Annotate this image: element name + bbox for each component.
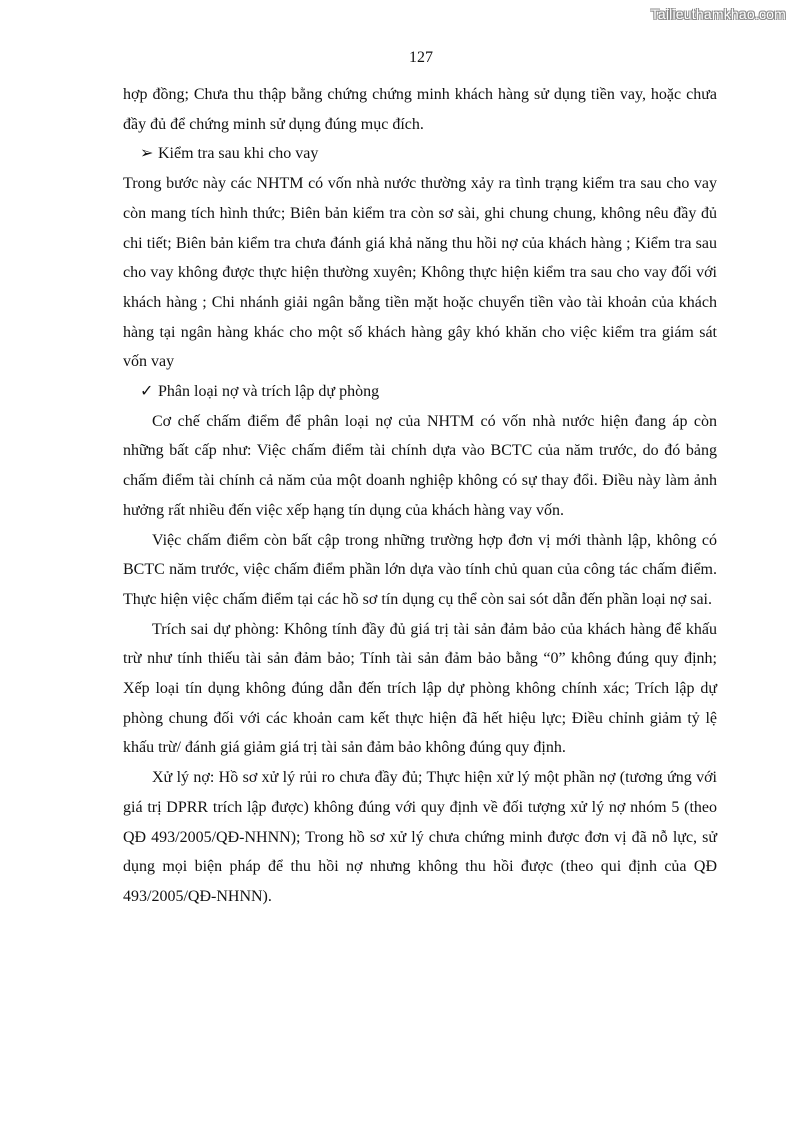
paragraph-provisioning-errors: Trích sai dự phòng: Không tính đầy đủ giá trị tài sản đảm bảo của khách hàng để khấu trừ như tính thiếu tài sản đảm bảo; Tính tài sản đảm bảo bằng “0” không đúng quy định; Xếp loại tín dụng không đúng dẫn đến trích lập dự phòng không chính xác; Trích lập dự phòng chung đối với các khoản cam kết thực hiện đã hết hiệu lực; Điều chỉnh giảm tỷ lệ khấu trừ/ đánh giá giảm giá trị tài sản đảm bảo không đúng quy định. <box>123 620 717 757</box>
bullet-check-after-loan <box>123 139 717 169</box>
page-number: 127 <box>409 49 433 66</box>
paragraph-debt-handling: Xử lý nợ: Hồ sơ xử lý rủi ro chưa đầy đủ; Thực hiện xử lý một phần nợ (tương ứng với giá trị DPRR trích lập được) không đúng với quy định về đối tượng xử lý nợ nhóm 5 (theo QĐ 493/2005/QĐ-NHNN); Trong hồ sơ xử lý chưa chứng minh được đơn vị đã nỗ lực, sử dụng mọi biện pháp để thu hồi nợ nhưng không thu hồi được (theo qui định của QĐ 493/2005/QĐ-NHNN). <box>123 769 717 905</box>
bullet-label: Phân loại nợ và trích lập dự phòng <box>158 383 380 401</box>
paragraph-post-loan-inspection: Trong bước này các NHTM có vốn nhà nước thường xảy ra tình trạng kiểm tra sau cho vay còn mang tích hình thức; Biên bản kiểm tra còn sơ sài, ghi chung chung, không nêu đầy đủ chi tiết; Biên bản kiểm tra chưa đánh giá khả năng thu hồi nợ của khách hàng ; Kiểm tra sau cho vay không được thực hiện thường xuyên; Không thực hiện kiểm tra sau cho vay đối với khách hàng ; Chi nhánh giải ngân bằng tiền mặt hoặc chuyển tiền vào tài khoản của khách hàng tại ngân hàng khác cho một số khách hàng gây khó khăn cho việc kiểm tra giám sát vốn vay <box>123 175 717 371</box>
watermark: Tailieuthamkhao.com <box>650 6 786 22</box>
paragraph-scoring-issues: Việc chấm điểm còn bất cập trong những trường hợp đơn vị mới thành lập, không có BCTC năm trước, việc chấm điểm phần lớn dựa vào tính chủ quan của công tác chấm điểm. Thực hiện việc chấm điểm tại các hồ sơ tín dụng cụ thể còn sai sót dẫn đến phần loại nợ sai. <box>123 531 717 608</box>
arrow-bullet-icon: ➢ <box>140 145 154 163</box>
document-body <box>123 80 717 912</box>
paragraph-scoring-mechanism: Cơ chế chấm điểm để phân loại nợ của NHTM có vốn nhà nước hiện đang áp còn những bất cấp như: Việc chấm điểm tài chính dựa vào BCTC của năm trước, do đó bảng chấm điểm tài chính cả năm của một doanh nghiệp không có sự thay đổi. Điều này làm ảnh hưởng rất nhiều đến việc xếp hạng tín dụng của khách hàng vay vốn. <box>123 412 717 519</box>
bullet-debt-classification <box>123 377 717 407</box>
bullet-label: Kiểm tra sau khi cho vay <box>158 145 319 163</box>
checkmark-bullet-icon: ✓ <box>140 383 154 401</box>
paragraph-contract-evidence: hợp đồng; Chưa thu thập bằng chứng chứng minh khách hàng sử dụng tiền vay, hoặc chưa đầy đủ để chứng minh sử dụng đúng mục đích. <box>123 86 717 133</box>
